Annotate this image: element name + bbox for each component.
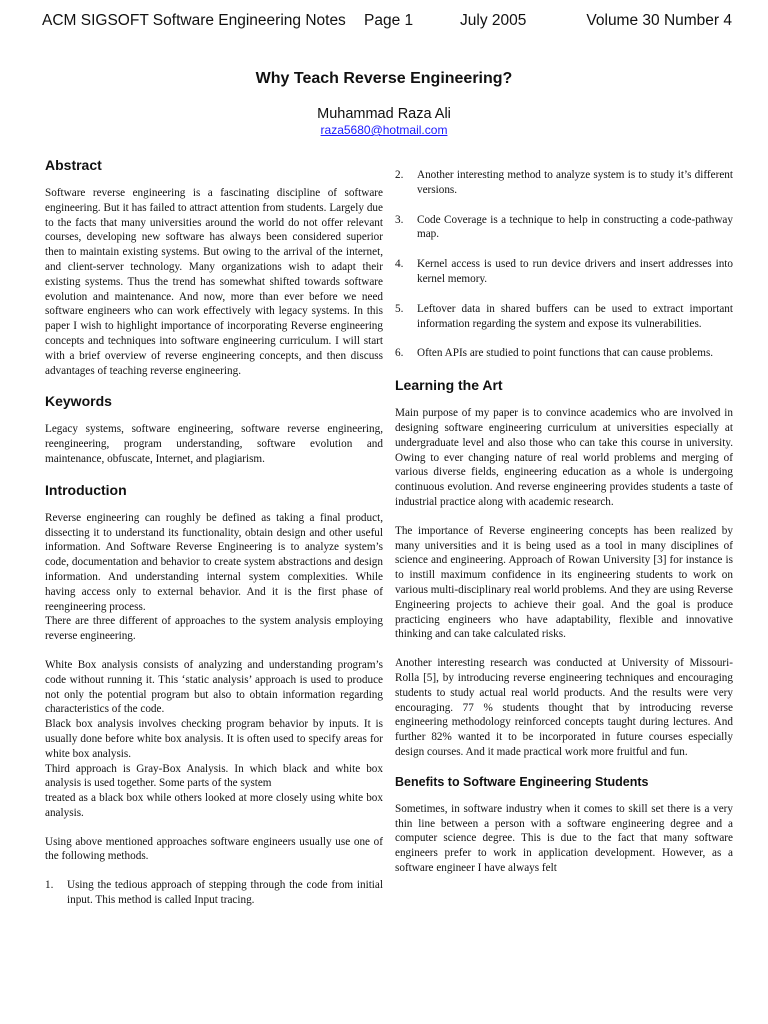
intro-paragraph: Black box analysis involves checking program behavior by inputs. It is usually done before white box analysis. It is often used to specify areas for white box analysis. [45, 718, 383, 760]
methods-list-continued [395, 168, 733, 361]
intro-paragraph: Reverse engineering can roughly be defined as taking a final product, dissecting it to understand its functionality, obtain design and other useful information. And Software Reverse Engineering is to analyze system’s code, documentation and behavior to create system abstractions and design information. And understanding internal system complexities. While having access only to external behavior. And it is the first phase of reengineering process. [45, 511, 383, 613]
journal-name: ACM SIGSOFT Software Engineering Notes [42, 12, 346, 29]
list-item-text: Often APIs are studied to point functions that can cause problems. [417, 347, 714, 360]
learning-paragraph: Main purpose of my paper is to convince academics who are involved in designing software engineering curriculum at universities especially at undergraduate level and also those who can take this course in university. Owing to ever changing nature of real world problems and merging of various diverse fields, engineering education as a whole is undergoing continuous evolution. And reverse engineering provides students a taste of industrial practice along with academic research. [395, 407, 733, 508]
page-number: Page 1 [364, 12, 414, 29]
running-header [42, 10, 732, 32]
volume-number: Volume 30 Number 4 [586, 12, 732, 29]
paper-title: Why Teach Reverse Engineering? [255, 70, 513, 87]
list-item [45, 878, 383, 908]
left-column [45, 150, 383, 923]
intro-paragraph: Third approach is Gray-Box Analysis. In which black and white box analysis is used together. Some parts of the system [45, 762, 383, 790]
learning-paragraph: Another interesting research was conducted at University of Missouri-Rolla [5], by introducing reverse engineering techniques and encouraging students to study actual real world products. And the results were very encouraging. 77 % students thought that by introducing reverse engineering methodology reinforced concepts taught during lectures. And further 82% wanted it to be incorporated in future courses especially design courses. And it made practical work more fruitful and fun. [395, 657, 733, 758]
list-item-number: 6. [395, 347, 404, 360]
list-item-text: Another interesting method to analyze system is to study it’s different versions. [417, 169, 733, 196]
right-column [395, 168, 733, 890]
list-item-text: Leftover data in shared buffers can be used to extract important information regarding the system and expose its vulnerabilities. [417, 302, 733, 330]
list-item [395, 168, 733, 198]
author-name: Muhammad Raza Ali [317, 106, 451, 122]
list-item-text: Kernel access is used to run device drivers and insert addresses into kernel memory. [417, 258, 733, 285]
author-email [0, 123, 768, 137]
list-item-number: 2. [395, 169, 404, 181]
keywords-heading: Keywords [45, 393, 112, 410]
learning-heading: Learning the Art [395, 377, 503, 394]
benefits-paragraph: Sometimes, in software industry when it comes to skill set there is a very thin line between a person with a software engineering degree and a computer science degree. This is due to the fact that many software engineers prefer to work in application development. However, as a software engineer I have always felt [395, 802, 733, 874]
list-item-text: Using the tedious approach of stepping through the code from initial input. This method is called Input tracing. [67, 879, 383, 907]
list-item [395, 213, 733, 243]
list-item-text: Code Coverage is a technique to help in constructing a code-pathway map. [417, 213, 733, 241]
abstract-heading: Abstract [45, 157, 102, 173]
intro-paragraph: There are three different of approaches to the system analysis employing reverse engineering. [45, 615, 383, 643]
list-item-number: 5. [395, 302, 404, 315]
intro-paragraph: White Box analysis consists of analyzing and understanding program’s code without running it. This ‘static analysis’ approach is used to produce not only the potential program but also to obtain information regarding characteristics of the code. [45, 658, 383, 716]
list-item [395, 346, 733, 361]
list-item-number: 1. [45, 879, 54, 892]
email-link[interactable]: raza5680@hotmail.com [320, 123, 448, 137]
issue-date: July 2005 [460, 12, 527, 29]
list-item-number: 4. [395, 258, 404, 271]
keywords-text: Legacy systems, software engineering, software reverse engineering, reengineering, program understanding, software evolution and maintenance, obfuscate, Internet, and plagiarism. [45, 423, 383, 465]
introduction-heading: Introduction [45, 481, 127, 498]
list-item-number: 3. [395, 213, 404, 226]
methods-list [45, 878, 383, 908]
learning-paragraph: The importance of Reverse engineering concepts has been realized by many universities and it is being used as a tool in many disciplines of science and engineering. Approach of Rowan University [3] for instance is to instill maximum confidence in its engineering students to work on various multi-disciplinary real world problems. And they are using Reverse Engineering projects to achieve their goal. And the goal is produce practicing engineers who have adaptability, flexible and innovative thinking and can take calculated risks. [395, 524, 733, 641]
abstract-text: Software reverse engineering is a fascinating discipline of software engineering. But it has failed to attract attention from students. Largely due to the facts that many universities around the world do not offer relevant courses, developing new software has always been considered superior then to maintain existing systems. But owing to the arrival of the internet, and client-server technology. Many organizations wish to adapt their existing systems. Thus the trend has somewhat shifted towards software evolution and maintenance. And now, more than ever before we need software engineers who can work effectively with legacy systems. In this paper I wish to highlight importance of incorporating Reverse engineering concepts and techniques into software engineering curriculum. I will start with a brief overview of reverse engineering concepts, and then discuss advantages of teaching reverse engineering. [45, 187, 383, 377]
list-item [395, 257, 733, 287]
benefits-heading: Benefits to Software Engineering Students [395, 774, 649, 789]
intro-paragraph: treated as a black box while others looked at more closely using white box analysis. [45, 792, 383, 819]
list-item [395, 302, 733, 332]
intro-paragraph: Using above mentioned approaches software engineers usually use one of the following methods. [45, 835, 383, 863]
